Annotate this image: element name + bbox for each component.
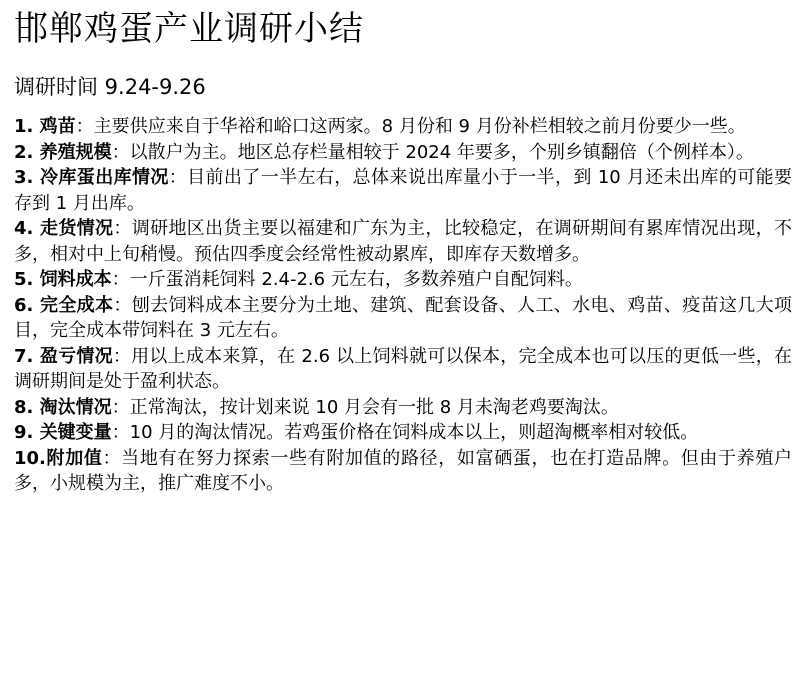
finding-number: 8.	[14, 396, 40, 418]
finding-text: 10 月的淘汰情况。若鸡蛋价格在饲料成本以上，则超淘概率相对较低。	[129, 422, 699, 443]
finding-item	[14, 216, 792, 267]
finding-text: 主要供应来自于华裕和峪口这两家。8 月份和 9 月份补栏相较之前月份要少一些。	[93, 116, 746, 137]
finding-separator: ：	[111, 396, 130, 418]
finding-text: 调研地区出货主要以福建和广东为主，比较稳定，在调研期间有累库情况出现，不多，相对中上旬稍慢。预估四季度会经常性被动累库，即库存天数增多。	[14, 218, 793, 265]
finding-item	[14, 395, 792, 421]
finding-label: 养殖规模	[39, 141, 112, 163]
finding-number: 3.	[14, 167, 41, 188]
finding-label: 关键变量	[39, 422, 112, 443]
finding-label: 走货情况	[39, 218, 114, 239]
finding-text: 刨去饲料成本主要分为土地、建筑、配套设备、人工、水电、鸡苗、疫苗这几大项目，完全成本带饲料在 3 元左右。	[14, 294, 793, 341]
finding-label: 完全成本	[39, 294, 114, 316]
finding-number: 6.	[14, 294, 40, 316]
finding-separator: ：	[111, 422, 130, 443]
finding-number: 7.	[14, 345, 40, 367]
finding-number: 9.	[14, 422, 40, 443]
finding-separator: ：	[102, 447, 122, 469]
finding-number: 10.	[14, 447, 46, 469]
finding-text: 目前出了一半左右，总体来说出库量小于一半，到 10 月还未出库的可能要存到 1 月出库。	[14, 167, 792, 214]
finding-item	[14, 267, 792, 293]
finding-label: 冷库蛋出库情况	[40, 167, 169, 188]
finding-separator: ：	[113, 218, 132, 239]
finding-number: 1.	[14, 116, 40, 137]
finding-separator: ：	[111, 141, 130, 163]
findings-list	[14, 114, 792, 497]
finding-item	[14, 420, 792, 446]
finding-item	[14, 114, 792, 140]
finding-separator: ：	[168, 167, 188, 188]
finding-text: 当地有在努力探索一些有附加值的路径，如富硒蛋，也在打造品牌。但由于养殖户多，小规模为主，推广难度不小。	[14, 447, 793, 494]
finding-label: 盈亏情况	[39, 345, 113, 367]
finding-label: 附加值	[45, 447, 103, 469]
finding-text: 用以上成本来算，在 2.6 以上饲料就可以保本，完全成本也可以压的更低一些，在调研期间是处于盈利状态。	[14, 345, 793, 392]
finding-number: 4.	[14, 218, 40, 239]
document-title: 邯郸鸡蛋产业调研小结	[14, 9, 364, 49]
finding-separator: ：	[112, 345, 132, 367]
finding-number: 2.	[14, 141, 40, 163]
finding-text: 以散户为主。地区总存栏量相较于 2024 年要多，个别乡镇翻倍（个例样本）。	[129, 141, 754, 163]
finding-item	[14, 140, 792, 166]
finding-item	[14, 446, 792, 497]
finding-label: 淘汰情况	[39, 396, 112, 418]
finding-item	[14, 165, 792, 216]
finding-label: 饲料成本	[39, 269, 112, 290]
finding-item	[14, 344, 792, 395]
finding-separator: ：	[75, 116, 94, 137]
finding-text: 一斤蛋消耗饲料 2.4-2.6 元左右，多数养殖户自配饲料。	[129, 269, 583, 290]
survey-date: 调研时间 9.24-9.26	[14, 75, 206, 99]
finding-separator: ：	[113, 294, 132, 316]
finding-text: 正常淘汰，按计划来说 10 月会有一批 8 月未淘老鸡要淘汰。	[129, 396, 619, 418]
finding-separator: ：	[111, 269, 130, 290]
finding-number: 5.	[14, 269, 40, 290]
finding-label: 鸡苗	[39, 116, 76, 137]
finding-item	[14, 293, 792, 344]
